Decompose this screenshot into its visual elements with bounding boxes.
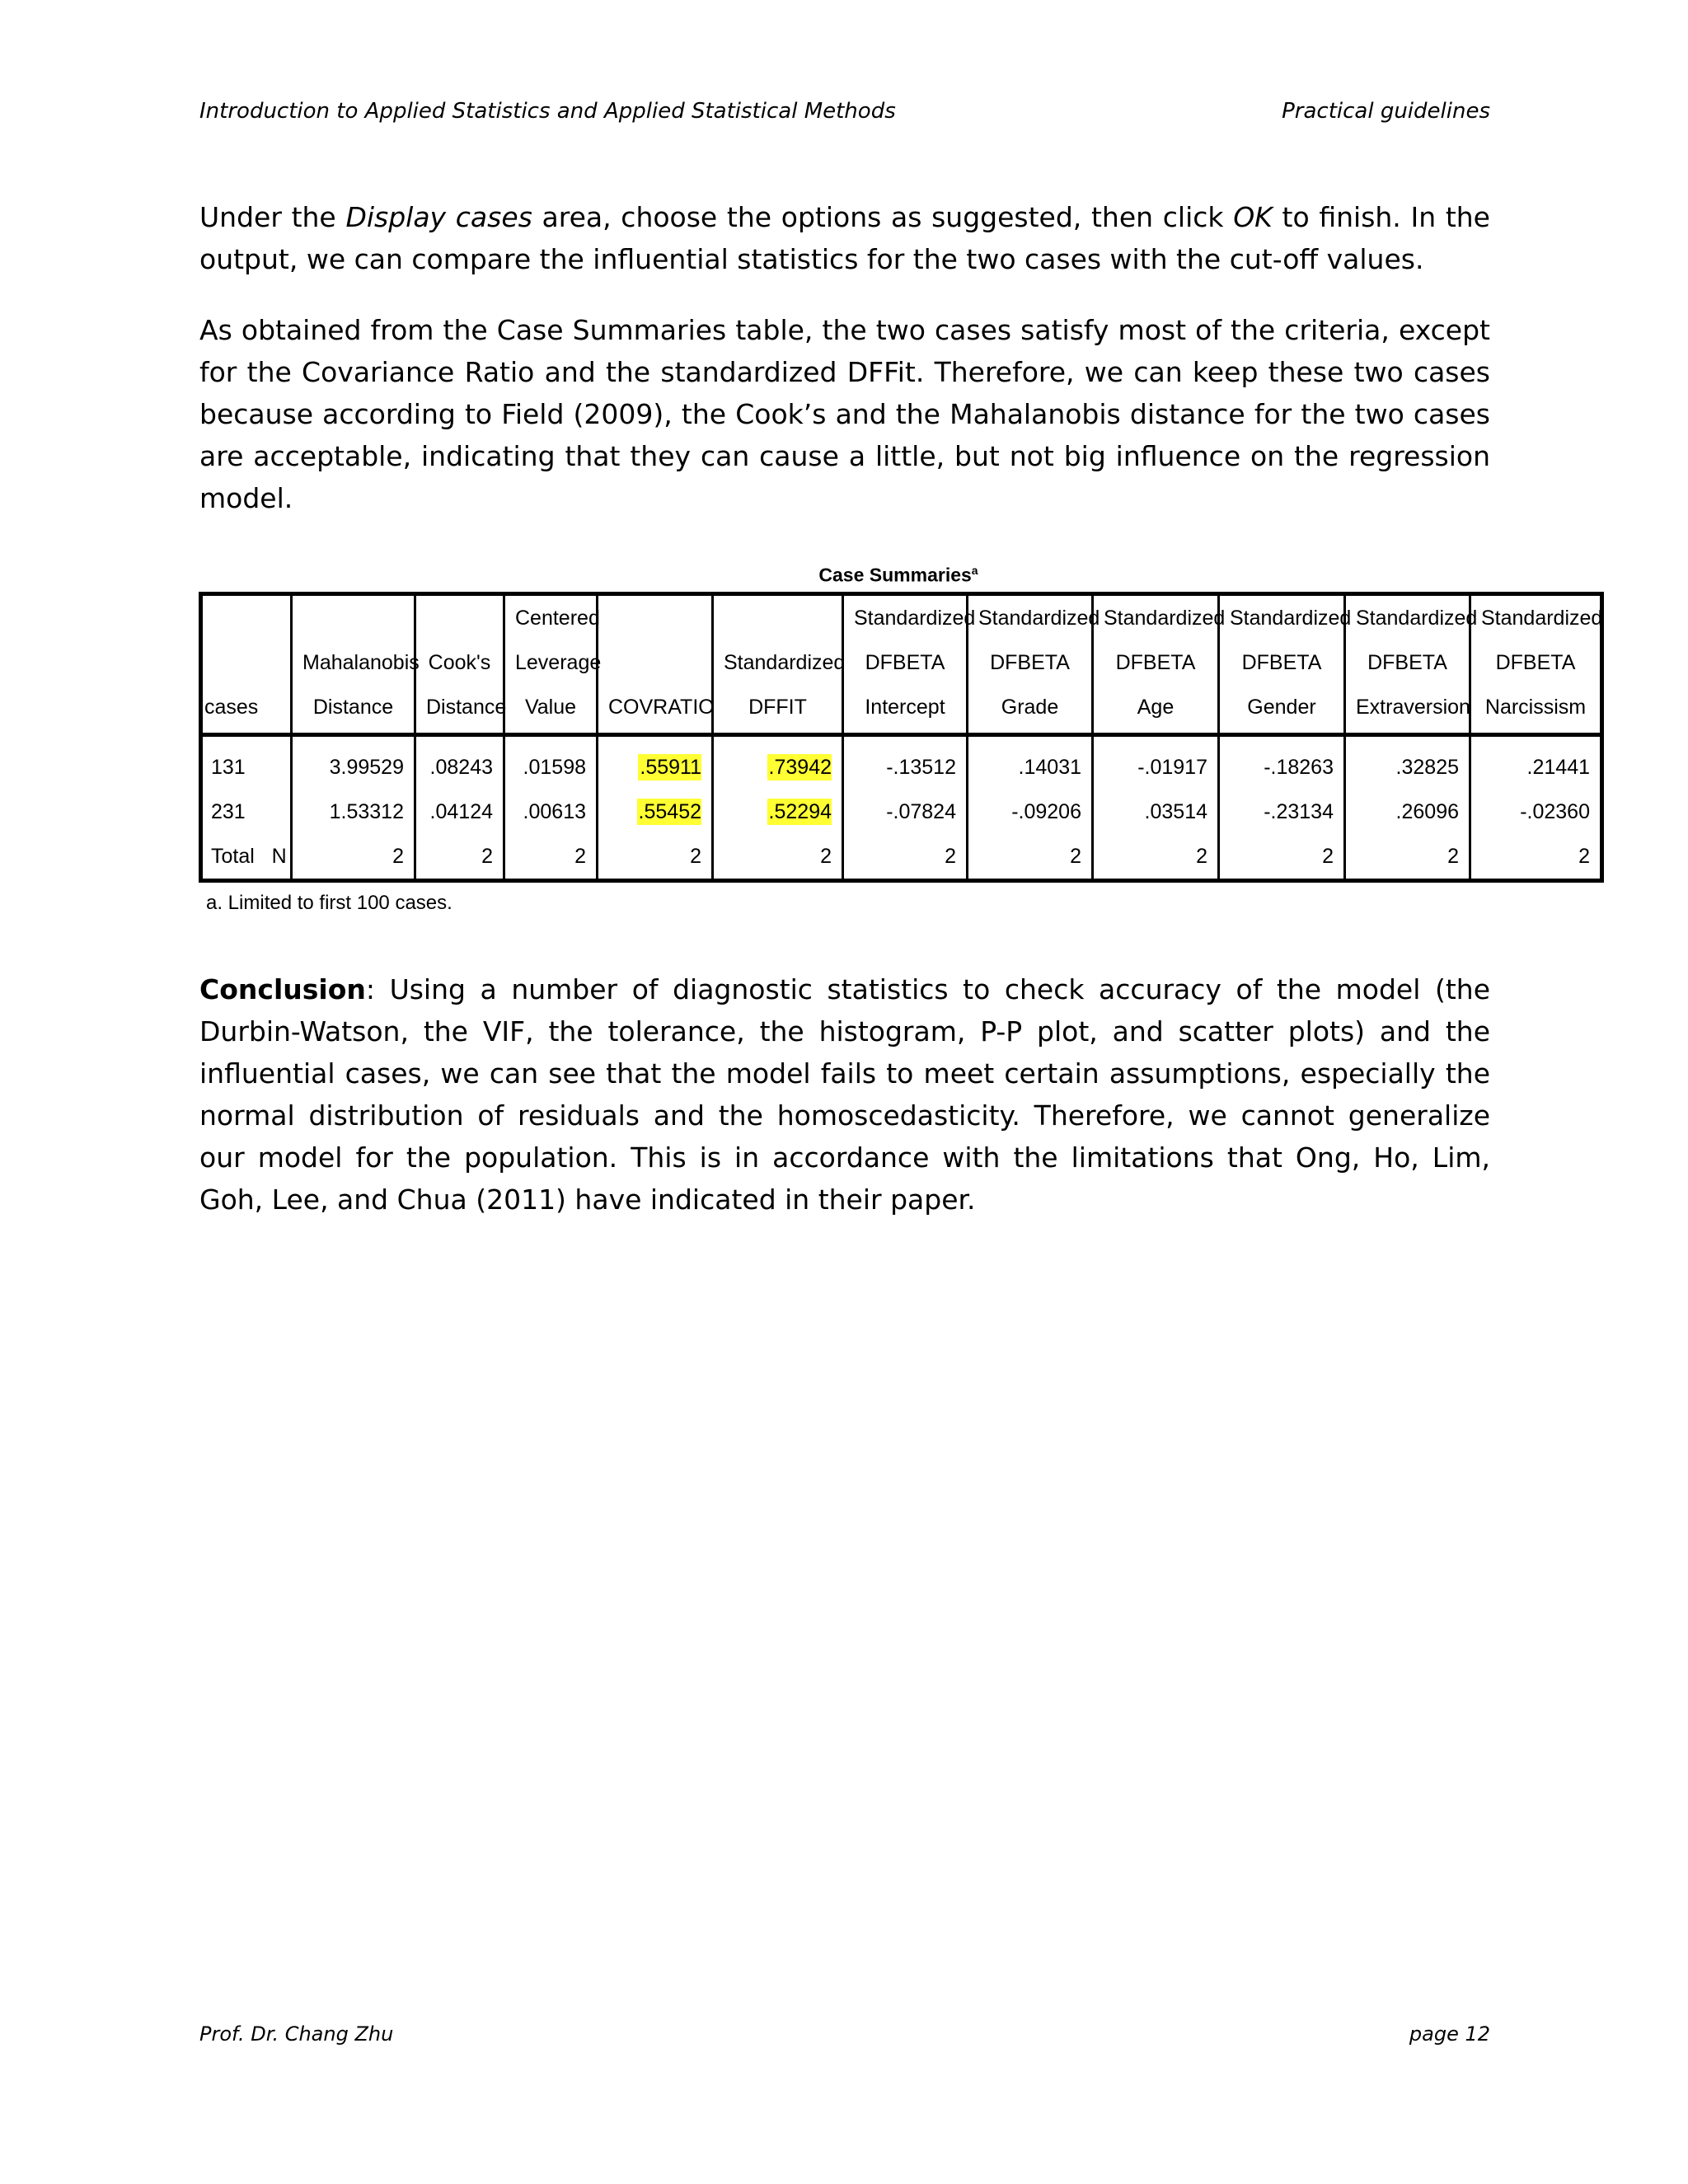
header-line: Standardized: [1481, 607, 1603, 630]
table-cell: .03514: [1093, 790, 1219, 834]
table-row: [201, 735, 1602, 790]
header-line: cases: [204, 696, 259, 719]
header-line: DFBETA: [865, 651, 945, 674]
header-line: DFFIT: [748, 696, 807, 719]
header-line: Extraversion: [1356, 696, 1470, 719]
column-header-mahalanobis: [292, 594, 420, 735]
header-section: Practical guidelines: [1282, 99, 1490, 124]
header-line: Standardized: [1230, 607, 1352, 630]
table-cell: -.02360: [1470, 790, 1602, 834]
highlighted-value: .73942: [768, 755, 832, 779]
table-cell: 2: [415, 834, 504, 881]
header-line: DFBETA: [1115, 651, 1196, 674]
table-cell: 2: [1345, 834, 1470, 881]
header-line: Value: [524, 696, 577, 719]
table-cell: 2: [598, 834, 713, 881]
table-cell: .21441: [1470, 735, 1602, 790]
table-cell: 2: [968, 834, 1093, 881]
header-line: DFBETA: [990, 651, 1070, 674]
table-row-total: [201, 834, 1602, 881]
header-line: COVRATIO: [608, 696, 715, 719]
paragraph-display-cases: [199, 196, 1490, 280]
table-cell: -.23134: [1219, 790, 1345, 834]
ok-term: OK: [1233, 201, 1273, 233]
column-header-cases: [201, 594, 292, 735]
highlighted-value: .55452: [638, 799, 701, 823]
header-line: Intercept: [865, 696, 945, 719]
table-cell: 1.53312: [292, 790, 415, 834]
table-cell: 2: [1093, 834, 1219, 881]
table-title-footnote-marker: a: [971, 564, 978, 577]
column-header-dfbeta-extraversion: [1345, 594, 1478, 735]
table-row: [201, 790, 1602, 834]
conclusion-label: Conclusion: [199, 973, 366, 1005]
highlighted-value: .55911: [640, 755, 701, 779]
column-header-leverage: [504, 594, 602, 735]
table-cell: -.01917: [1093, 735, 1219, 790]
column-header-dfbeta-narcissism: [1470, 594, 1602, 735]
column-header-dfbeta-grade: [968, 594, 1100, 735]
header-line: Distance: [312, 696, 394, 719]
header-line: Standardized: [854, 607, 976, 630]
table-title-text: Case Summaries: [818, 564, 972, 586]
paragraph-conclusion: [199, 968, 1490, 1221]
table-cell: .00613: [504, 790, 598, 834]
conclusion-text: : Using a number of diagnostic statistics to check accuracy of the model (the Durbin-Watson, the VIF, the tolerance, the histogram, P-P plot, and scatter plots) and the influential cases, we can see that the model fails to meet certain assumptions, especially the normal distribution of residuals and the homoscedasticity. Therefore, we cannot generalize our model for the population. This is in accordance with the limitations that Ong, Ho, Lim, Goh, Lee, and Chua (2011) have indicated in their paper.: [199, 973, 1490, 1216]
table-cell-highlighted: [598, 735, 713, 790]
header-line: DFBETA: [1241, 651, 1322, 674]
table-cell: 3.99529: [292, 735, 415, 790]
paragraph-text: area, choose the options as suggested, then click: [532, 201, 1234, 233]
table-cell: -.07824: [843, 790, 968, 834]
header-line: Standardized: [1104, 607, 1226, 630]
header-line: Distance: [426, 696, 507, 719]
page-footer: [199, 2022, 1490, 2046]
table-cell: .04124: [415, 790, 504, 834]
table-cell: 2: [292, 834, 415, 881]
table-cell: .01598: [504, 735, 598, 790]
column-header-dfbeta-gender: [1219, 594, 1352, 735]
header-line: DFBETA: [1367, 651, 1447, 674]
table-cell: .26096: [1345, 790, 1470, 834]
highlighted-value: .52294: [768, 799, 832, 823]
header-line: Standardized: [1356, 607, 1478, 630]
table-cell: -.18263: [1219, 735, 1345, 790]
header-line: Standardized: [978, 607, 1100, 630]
table-cell: 2: [1219, 834, 1345, 881]
page-header: [199, 99, 1490, 124]
header-line: Age: [1137, 696, 1175, 719]
header-line: DFBETA: [1495, 651, 1576, 674]
table-cell: 2: [504, 834, 598, 881]
table-cell-highlighted: [713, 735, 843, 790]
column-header-dffit: [713, 594, 846, 735]
header-line: Mahalanobis: [302, 651, 420, 674]
table-cell: 2: [713, 834, 843, 881]
header-line: Gender: [1247, 696, 1316, 719]
column-header-dfbeta-intercept: [843, 594, 976, 735]
table-cell: 131: [201, 735, 292, 790]
table-cell: .32825: [1345, 735, 1470, 790]
footer-author: Prof. Dr. Chang Zhu: [199, 2022, 394, 2046]
header-line: Cook's: [428, 651, 491, 674]
display-cases-term: Display cases: [345, 201, 532, 233]
table-cell-highlighted: [598, 790, 713, 834]
table-header-row: [201, 594, 1602, 735]
table-title: [199, 564, 1597, 587]
column-header-covratio: [598, 594, 713, 735]
table-cell: -.13512: [843, 735, 968, 790]
table-cell: Total N: [201, 834, 292, 881]
header-line: Grade: [1001, 696, 1059, 719]
column-header-cooks: [415, 594, 507, 735]
paragraph-text: to finish. In the output, we can compare the influential statistics for the two cases with the cut-off values.: [199, 201, 1490, 275]
header-line: Centered: [515, 607, 600, 630]
table-cell-highlighted: [713, 790, 843, 834]
page-number: page 12: [1409, 2022, 1490, 2046]
table-cell: 231: [201, 790, 292, 834]
header-line: Narcissism: [1484, 696, 1587, 719]
table-cell: 2: [1470, 834, 1602, 881]
table-footnote: a. Limited to first 100 cases.: [206, 892, 452, 914]
header-line: Standardized: [724, 651, 846, 674]
table-cell: .08243: [415, 735, 504, 790]
case-summaries-table: [199, 592, 1604, 883]
header-title: Introduction to Applied Statistics and Applied Statistical Methods: [199, 99, 896, 124]
header-line: Leverage: [515, 651, 602, 674]
table-cell: .14031: [968, 735, 1093, 790]
paragraph-text: Under the: [199, 201, 346, 233]
column-header-dfbeta-age: [1093, 594, 1226, 735]
table-cell: 2: [843, 834, 968, 881]
table-cell: -.09206: [968, 790, 1093, 834]
paragraph-case-summaries: As obtained from the Case Summaries table, the two cases satisfy most of the criteria, except for the Covariance Ratio and the standardized DFFit. Therefore, we can keep these two cases because according to Field (2009), the Cook’s and the Mahalanobis distance for the two cases are acceptable, indicating that they can cause a little, but not big influence on the regression model.: [199, 314, 1490, 514]
